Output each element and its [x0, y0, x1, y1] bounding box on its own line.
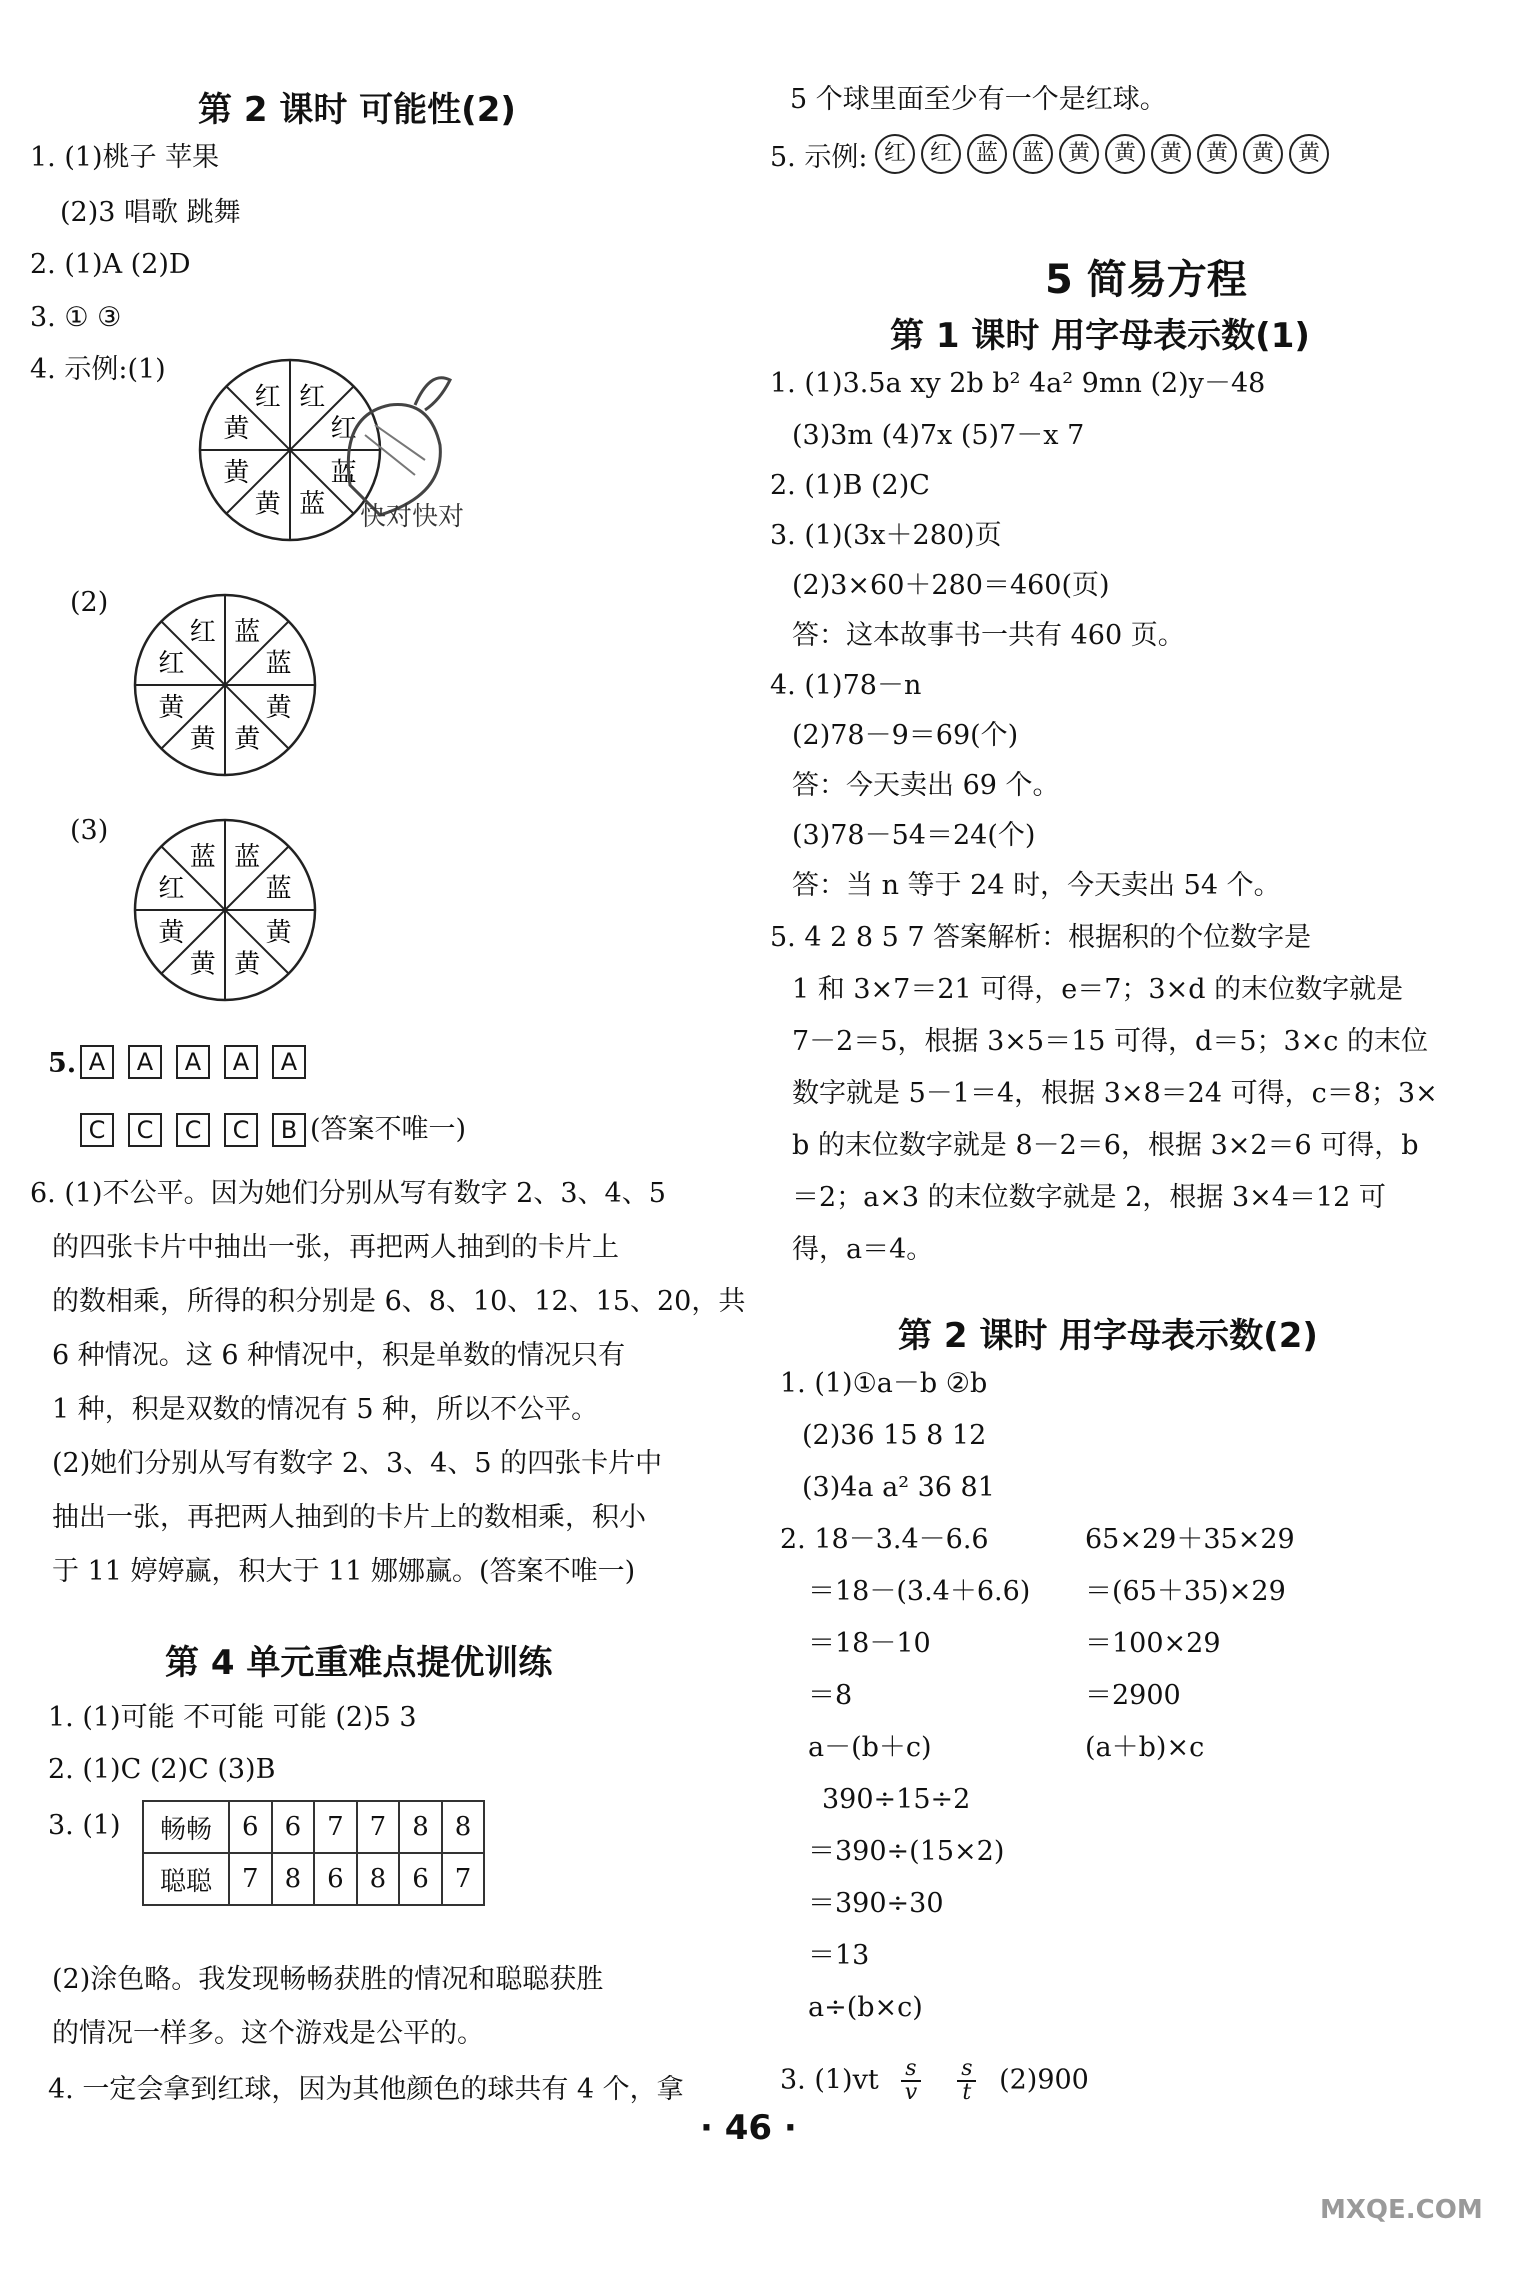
table-cell-name: 畅畅	[143, 1801, 229, 1853]
table-cell: 7	[357, 1801, 400, 1853]
lesson1-line: (2)3×60＋280＝460(页)	[792, 570, 1110, 601]
answer-q6-line: 抽出一张，再把两人抽到的卡片上的数相乘，积小	[52, 1502, 646, 1533]
wheel-sector-label: 黄	[265, 918, 292, 949]
lesson2-q2-left: ＝18－(3.4＋6.6)	[808, 1576, 1031, 1607]
numerator: s	[957, 2058, 976, 2082]
table-cell: 8	[442, 1801, 485, 1853]
lesson1-line: (3)3m (4)7x (5)7－x 7	[792, 420, 1085, 451]
unit-answer-q3-2-line2: 的情况一样多。这个游戏是公平的。	[52, 2018, 484, 2049]
lesson2-q3-suffix: (2)900	[999, 2064, 1089, 2096]
carrot-sticker-icon	[320, 355, 470, 535]
ball-row	[875, 134, 1335, 174]
lesson2-q2-left: ＝18－10	[808, 1628, 931, 1659]
answer-q1-part1: 1. (1)桃子 苹果	[30, 142, 220, 173]
lesson2-q3	[780, 2058, 1089, 2104]
lesson1-line: 3. (1)(3x＋280)页	[770, 520, 1002, 551]
lesson2-title: 第 2 课时 用字母表示数(2)	[898, 1316, 1318, 1356]
lesson1-title: 第 1 课时 用字母表示数(1)	[890, 316, 1310, 356]
lesson1-line: 答：当 n 等于 24 时，今天卖出 54 个。	[792, 870, 1281, 901]
wheel-sector-label: 红	[254, 382, 281, 413]
wheel-sector-label: 黄	[189, 949, 216, 980]
lesson1-line: 7－2＝5，根据 3×5＝15 可得，d＝5；3×c 的末位	[792, 1026, 1429, 1057]
table-cell: 7	[229, 1853, 272, 1905]
answer-q3: 3. ① ③	[30, 302, 122, 333]
answer-q6-line: (2)她们分别从写有数字 2、3、4、5 的四张卡片中	[52, 1448, 663, 1479]
answer-q5-label: 5.	[48, 1048, 77, 1079]
wheel-sector-label: 蓝	[234, 617, 261, 648]
svg-text:快对快对: 快对快对	[360, 502, 465, 532]
answer-q6-line: 1 种，积是双数的情况有 5 种，所以不公平。	[52, 1394, 599, 1425]
lesson2-q2-right: 65×29＋35×29	[1085, 1524, 1295, 1555]
letter-box: B	[272, 1113, 306, 1147]
lesson2-q2-more: a÷(b×c)	[808, 1992, 923, 2023]
left-column	[0, 0, 746, 2273]
lesson2-q1-line: (2)36 15 8 12	[802, 1420, 987, 1451]
answer-q4-2-label: (2)	[70, 587, 109, 618]
lesson2-q2-right: ＝2900	[1085, 1680, 1181, 1711]
answer-q6-line: 6 种情况。这 6 种情况中，积是单数的情况只有	[52, 1340, 626, 1371]
ball: 蓝	[1013, 134, 1053, 174]
lesson1-line: 答：今天卖出 69 个。	[792, 770, 1060, 801]
unit-answer-q1: 1. (1)可能 不可能 可能 (2)5 3	[48, 1702, 417, 1733]
lesson2-q2-more: ＝390÷30	[808, 1888, 944, 1919]
table-cell: 6	[229, 1801, 272, 1853]
answer-q5-row2	[80, 1112, 466, 1148]
wheel-sector-label: 红	[158, 648, 185, 679]
lesson2-q2-left: 2. 18－3.4－6.6	[780, 1524, 989, 1555]
answer-q1-part2: (2)3 唱歌 跳舞	[60, 197, 241, 228]
unit-answer-q3-2-line1: (2)涂色略。我发现畅畅获胜的情况和聪聪获胜	[52, 1964, 604, 1995]
ball: 黄	[1059, 134, 1099, 174]
letter-box: C	[224, 1113, 258, 1147]
outcome-table	[142, 1800, 485, 1906]
lesson1-line: b 的末位数字就是 8－2＝6，根据 3×2＝6 可得，b	[792, 1130, 1419, 1161]
right-column	[770, 0, 1510, 2273]
fraction-s-over-v	[901, 2058, 920, 2104]
wheel-sector-label: 黄	[223, 413, 250, 444]
lesson2-q2-right: (a＋b)×c	[1085, 1732, 1205, 1763]
wheel-sector-label: 黄	[254, 489, 281, 520]
answer-q5-label-right: 5. 示例:	[770, 142, 868, 173]
ball: 红	[875, 134, 915, 174]
ball: 蓝	[967, 134, 1007, 174]
lesson1-line: (3)78－54＝24(个)	[792, 820, 1036, 851]
table-cell: 6	[399, 1853, 442, 1905]
table-row	[143, 1853, 484, 1905]
fraction-s-over-t	[957, 2058, 976, 2104]
wheel-sector-label: 黄	[265, 693, 292, 724]
wheel-sector-label: 黄	[234, 724, 261, 755]
wheel-sector-label: 黄	[234, 949, 261, 980]
lesson2-q2-more: ＝390÷(15×2)	[808, 1836, 1005, 1867]
lesson1-line: 得，a＝4。	[792, 1234, 934, 1265]
table-cell: 8	[272, 1853, 315, 1905]
ball: 黄	[1151, 134, 1191, 174]
lesson1-line: 答：这本故事书一共有 460 页。	[792, 620, 1185, 651]
answer-q6-line: 的数相乘，所得的积分别是 6、8、10、12、15、20，共	[52, 1286, 746, 1317]
denominator: v	[904, 2080, 918, 2105]
letter-box: C	[80, 1113, 114, 1147]
table-row	[143, 1801, 484, 1853]
table-cell-name: 聪聪	[143, 1853, 229, 1905]
lesson1-line: 数字就是 5－1＝4，根据 3×8＝24 可得，c＝8；3×	[792, 1078, 1438, 1109]
ball: 黄	[1197, 134, 1237, 174]
lesson2-q2-right: ＝100×29	[1085, 1628, 1221, 1659]
wheel-sector-label: 红	[158, 873, 185, 904]
denominator: t	[962, 2080, 972, 2105]
answer-q6-line: 于 11 婷婷赢，积大于 11 娜娜赢。(答案不唯一)	[52, 1556, 636, 1587]
lesson2-q3-prefix: 3. (1)vt	[780, 2064, 879, 2096]
lesson1-line: 5. 4 2 8 5 7 答案解析：根据积的个位数字是	[770, 922, 1312, 953]
table-cell: 8	[399, 1801, 442, 1853]
letter-box: A	[128, 1045, 162, 1079]
letter-box: A	[272, 1045, 306, 1079]
ball: 黄	[1105, 134, 1145, 174]
lesson1-line: ＝2；a×3 的末位数字就是 2，根据 3×4＝12 可	[792, 1182, 1386, 1213]
answer-q2: 2. (1)A (2)D	[30, 249, 191, 280]
answer-note: (答案不唯一)	[310, 1114, 467, 1145]
letter-box: C	[176, 1113, 210, 1147]
answer-q6-line: 的四张卡片中抽出一张，再把两人抽到的卡片上	[52, 1232, 619, 1263]
letter-box: C	[128, 1113, 162, 1147]
lesson2-q2-more: 390÷15÷2	[822, 1784, 971, 1815]
table-cell: 6	[272, 1801, 315, 1853]
wheel-sector-label: 红	[299, 382, 326, 413]
letter-box: A	[176, 1045, 210, 1079]
answer-q6-line: 6. (1)不公平。因为她们分别从写有数字 2、3、4、5	[30, 1178, 666, 1209]
letter-box: A	[80, 1045, 114, 1079]
lesson1-line: 2. (1)B (2)C	[770, 470, 930, 501]
lesson1-line: 1 和 3×7＝21 可得，e＝7；3×d 的末位数字就是	[792, 974, 1404, 1005]
wheel-sector-label: 蓝	[299, 489, 326, 520]
lesson2-q1-line: (3)4a a² 36 81	[802, 1472, 995, 1503]
lesson1-line: (2)78－9＝69(个)	[792, 720, 1019, 751]
unit-answer-q3-label: 3. (1)	[48, 1810, 121, 1841]
lesson2-q2-right: ＝(65＋35)×29	[1085, 1576, 1286, 1607]
chapter-title: 5 简易方程	[1045, 257, 1247, 303]
table-cell: 7	[314, 1801, 357, 1853]
wheel-sector-label: 黄	[158, 693, 185, 724]
letter-box: A	[224, 1045, 258, 1079]
numerator: s	[901, 2058, 920, 2082]
wheel-sector-label: 蓝	[265, 648, 292, 679]
wheel-sector-label: 黄	[223, 458, 250, 489]
answer-q5-row1	[80, 1045, 306, 1079]
table-cell: 7	[442, 1853, 485, 1905]
ball: 黄	[1289, 134, 1329, 174]
wheel-sector-label: 蓝	[234, 842, 261, 873]
wheel-sector-label: 蓝	[330, 458, 357, 489]
page-number: · 46 ·	[700, 2108, 797, 2148]
wheel-sector-label: 红	[189, 617, 216, 648]
spinner-wheel-3	[130, 815, 320, 1005]
lesson2-q2-more: ＝13	[808, 1940, 870, 1971]
answer-q4-label: 4. 示例:(1)	[30, 354, 166, 385]
unit-review-title: 第 4 单元重难点提优训练	[165, 1643, 553, 1683]
unit-answer-q4: 4. 一定会拿到红球，因为其他颜色的球共有 4 个，拿	[48, 2074, 684, 2105]
lesson1-line: 1. (1)3.5a xy 2b b² 4a² 9mn (2)y－48	[770, 368, 1266, 399]
ball: 黄	[1243, 134, 1283, 174]
lesson2-q2-left: ＝8	[808, 1680, 853, 1711]
watermark-logo: MXQE.COM	[1320, 2195, 1483, 2225]
lesson2-q2-left: a－(b＋c)	[808, 1732, 932, 1763]
lesson-title: 第 2 课时 可能性(2)	[198, 90, 516, 130]
unit-answer-q2: 2. (1)C (2)C (3)B	[48, 1754, 276, 1785]
table-cell: 6	[314, 1853, 357, 1905]
wheel-sector-label: 红	[330, 413, 357, 444]
table-cell: 8	[357, 1853, 400, 1905]
wheel-sector-label: 黄	[189, 724, 216, 755]
wheel-sector-label: 蓝	[189, 842, 216, 873]
spinner-wheel-2	[130, 590, 320, 780]
lesson2-q1-line: 1. (1)①a－b ②b	[780, 1368, 988, 1399]
wheel-sector-label: 蓝	[265, 873, 292, 904]
ball: 红	[921, 134, 961, 174]
lesson1-line: 4. (1)78－n	[770, 670, 922, 701]
wheel-sector-label: 黄	[158, 918, 185, 949]
continued-answer: 5 个球里面至少有一个是红球。	[790, 84, 1167, 115]
answer-q4-3-label: (3)	[70, 815, 109, 846]
